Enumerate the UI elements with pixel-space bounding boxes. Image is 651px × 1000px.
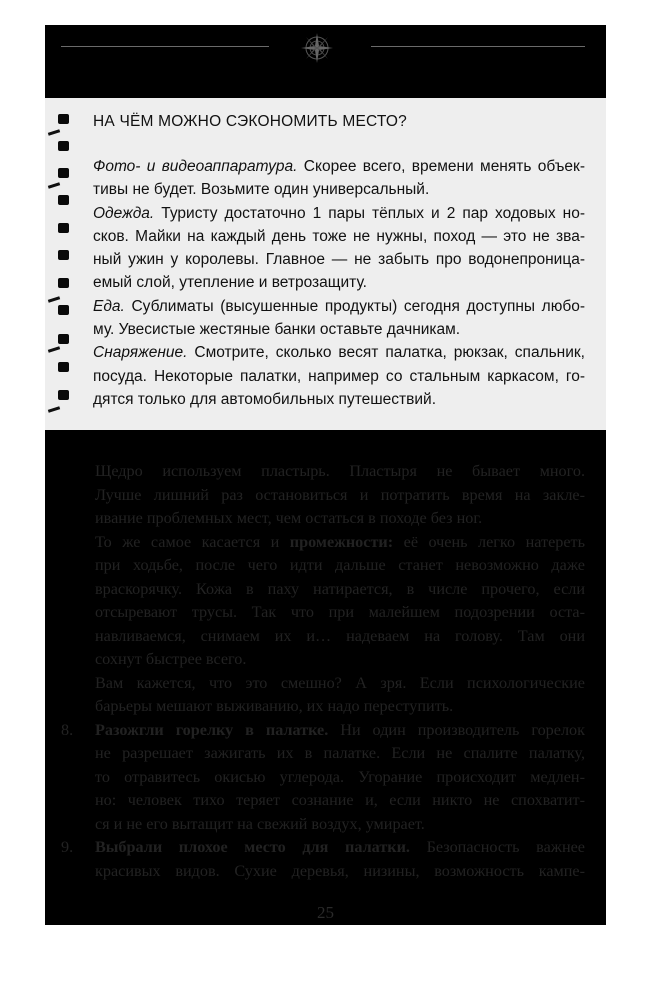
note-line — [93, 178, 585, 201]
paper-tear — [48, 182, 60, 189]
note-line — [93, 225, 585, 248]
text-line — [95, 860, 585, 884]
text-run: её очень легко натереть — [393, 532, 585, 551]
text-line — [95, 531, 585, 555]
note-line — [93, 318, 585, 341]
text-run: тивы не будет. Возьмите один универсальный. — [93, 181, 430, 199]
text-line — [95, 719, 585, 743]
text-run: ивание проблемных мест, чем остаться в походе без ног. — [95, 509, 483, 527]
main-text — [45, 460, 606, 883]
list-number: 9. — [61, 838, 74, 856]
notebook-hole — [58, 362, 69, 372]
text-line — [95, 766, 585, 790]
note-line — [93, 365, 585, 388]
notebook-hole — [58, 250, 69, 260]
note-body — [93, 155, 585, 411]
paper-tear — [48, 296, 60, 303]
list-item-9 — [45, 836, 606, 860]
text-run: отсыревают трусы. Так что при малейшем подозрении оста- — [95, 603, 585, 621]
compass-rose-icon — [298, 31, 336, 65]
text-run: ный ужин у королевы. Главное — не забыть про водонепроница- — [93, 251, 585, 269]
note-line — [93, 248, 585, 271]
text-line — [95, 460, 585, 484]
text-run: Разожгли горелку в палатке. — [95, 720, 329, 739]
note-line — [93, 295, 585, 318]
notebook-hole — [58, 195, 69, 205]
text-run: промежности: — [289, 532, 394, 551]
notebook-hole — [58, 334, 69, 344]
list-number: 8. — [61, 720, 74, 739]
text-run: посуда. Некоторые палатки, например со стальным каркасом, го- — [93, 367, 585, 385]
text-run: ся и не его вытащит на свежий воздух, умирает. — [95, 814, 425, 833]
note-line — [93, 202, 585, 225]
text-run: емый слой, утепление и ветрозащиту. — [93, 274, 367, 292]
notebook-hole — [58, 168, 69, 178]
text-run: Выбрали плохое место для палатки. — [95, 838, 410, 856]
text-run: му. Увесистые жестяные банки оставьте дачникам. — [93, 321, 461, 339]
note-line — [93, 341, 585, 364]
text-line — [95, 742, 585, 766]
text-line — [95, 578, 585, 602]
text-run: барьеры мешают выживанию, их надо переступить. — [95, 697, 454, 715]
text-run: Ни один производитель горелок — [328, 720, 585, 739]
text-run: то отравитесь окисью углерода. Угорание происходит медлен- — [95, 767, 585, 786]
notebook-hole — [58, 141, 69, 151]
list-item-8 — [45, 719, 606, 743]
text-line — [95, 789, 585, 813]
notebook-hole — [58, 278, 69, 288]
paper-tear — [48, 129, 60, 136]
text-run: То же самое касается и — [95, 532, 290, 551]
text-line — [95, 484, 585, 508]
note-line — [93, 271, 585, 294]
notebook-hole — [58, 223, 69, 233]
text-line — [95, 554, 585, 578]
paper-tear — [48, 346, 60, 353]
text-line — [95, 695, 585, 719]
text-run: Щедро используем пластырь. Пластыря не бывает много. — [95, 462, 585, 480]
text-line — [95, 601, 585, 625]
notebook-hole — [58, 305, 69, 315]
text-run: но: человек тихо теряет сознание и, если никто не спохватит- — [95, 791, 585, 809]
header-rule-left — [61, 46, 269, 47]
note-line — [93, 155, 585, 178]
text-run: Сублиматы (высушенные продукты) сегодня доступны любо- — [124, 297, 585, 315]
text-run: Лучше лишний раз остановиться и потратить время на закле- — [95, 485, 585, 504]
notebook-note — [45, 98, 606, 430]
text-line — [95, 836, 585, 860]
text-run: при ходьбе, после чего идти дальше станет невозможно даже — [95, 556, 585, 574]
text-run: Безопасность важнее — [409, 838, 585, 856]
text-run: Снаряжение. — [93, 344, 188, 362]
text-run: сохнут быстрее всего. — [95, 650, 247, 668]
text-line — [95, 507, 585, 531]
page-number: 25 — [317, 903, 334, 922]
text-run: Туристу достаточно 1 пары тёплых и 2 пар ходовых но- — [154, 204, 585, 222]
text-run: Еда. — [93, 297, 125, 315]
notebook-hole — [58, 114, 69, 124]
header-rule-right — [371, 46, 585, 47]
paper-tear — [48, 406, 60, 413]
book-page — [45, 25, 606, 925]
text-run: сков. Майки на каждый день тоже не нужны, поход — это не зва- — [93, 227, 585, 245]
text-run: красивых видов. Сухие деревья, низины, возможность кампе- — [95, 861, 585, 880]
text-run: Фото- и видеоаппаратура. — [93, 158, 298, 175]
notebook-hole — [58, 390, 69, 400]
text-run: Скорее всего, времени менять объек- — [297, 158, 585, 175]
text-run: не разрешает зажигать их в палатке. Если не спалите палатку, — [95, 744, 585, 762]
text-line — [95, 813, 585, 837]
text-run: враскорячку. Кожа в паху натирается, в числе прочего, если — [95, 579, 585, 598]
text-run: Одежда. — [93, 204, 155, 222]
text-run: Смотрите, сколько весят палатка, рюкзак, спальник, — [187, 344, 585, 362]
text-line — [95, 672, 585, 696]
text-line — [95, 625, 585, 649]
text-run: навливаемся, снимаем их и… надеваем на голову. Там они — [95, 626, 585, 645]
note-line — [93, 388, 585, 411]
text-run: Вам кажется, что это смешно? А зря. Если психологические — [95, 673, 585, 692]
text-line — [95, 648, 585, 672]
note-title: НА ЧЁМ МОЖНО СЭКОНОМИТЬ МЕСТО? — [93, 113, 407, 130]
text-run: дятся только для автомобильных путешествий. — [93, 390, 437, 408]
